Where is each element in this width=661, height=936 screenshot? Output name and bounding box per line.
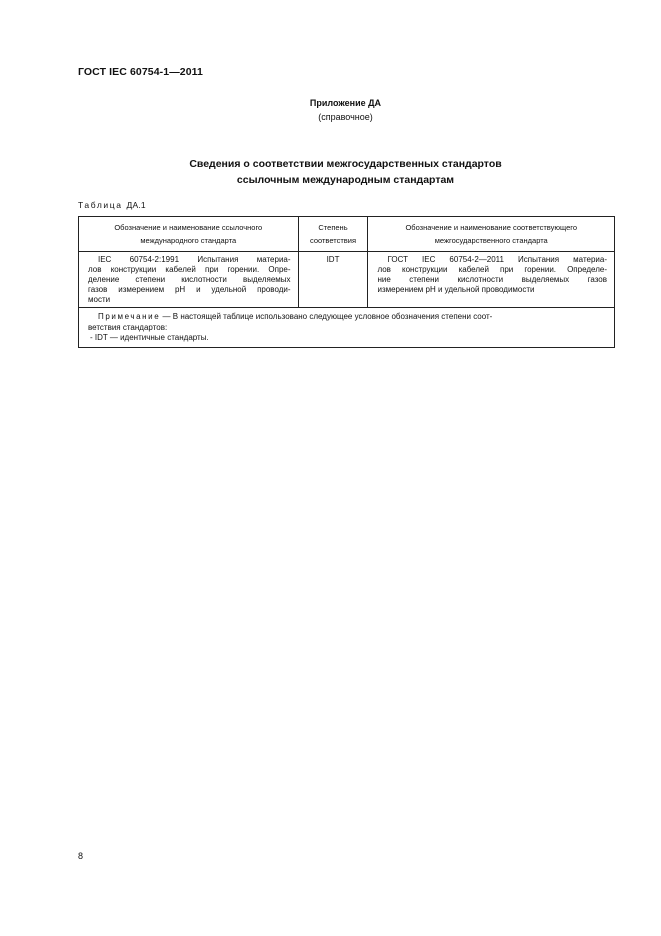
table-note xyxy=(79,308,615,348)
page-number: 8 xyxy=(78,851,84,861)
table-row xyxy=(79,252,615,308)
correspondence-table xyxy=(78,216,615,348)
cell-degree xyxy=(298,252,368,308)
appendix-title: Приложение ДА xyxy=(309,98,382,108)
cell-line: ГОСТ IEC 60754-2—2011 Испытания материа- xyxy=(387,255,607,264)
column-header-interstate xyxy=(368,217,615,252)
cell-line: IEC 60754-2:1991 Испытания материа- xyxy=(98,255,291,264)
cell-line: лов конструкции кабелей при горении. Определе- xyxy=(377,265,607,274)
section-heading xyxy=(0,156,661,188)
document-code: ГОСТ IEC 60754-1—2011 xyxy=(78,66,203,78)
column-header-degree-line-2: соответствия xyxy=(309,236,357,245)
cell-line: деление степени кислотности выделяемых xyxy=(88,275,291,284)
note-label: Примечание xyxy=(98,312,161,321)
cell-interstate-standard xyxy=(368,252,615,308)
note-text-3: - IDT — идентичные стандарты. xyxy=(90,333,209,342)
column-header-international-line-2: международного стандарта xyxy=(140,236,237,245)
degree-value: IDT xyxy=(326,255,340,264)
note-text-2: ветствия стандартов: xyxy=(88,322,168,332)
column-header-interstate-line-1: Обозначение и наименование соответствующего xyxy=(405,223,577,232)
note-text-1: — В настоящей таблице использовано следующее условное обозначения степени соот- xyxy=(160,312,493,321)
table-label xyxy=(78,200,146,210)
cell-line: ние степени кислотности выделяемых газов xyxy=(377,275,607,284)
table-header-row xyxy=(79,217,615,252)
column-header-degree-line-1: Степень xyxy=(318,223,348,232)
column-header-degree xyxy=(298,217,368,252)
section-heading-line-2: ссылочным международным стандартам xyxy=(236,174,455,186)
column-header-international xyxy=(79,217,299,252)
cell-international-standard xyxy=(79,252,299,308)
table-note-row xyxy=(79,308,615,348)
cell-line: измерением pH и удельной проводимости xyxy=(377,285,535,294)
cell-line: лов конструкции кабелей при горении. Опре- xyxy=(88,265,291,274)
table-label-number: ДА.1 xyxy=(126,200,146,210)
appendix-block xyxy=(0,96,661,124)
column-header-international-line-1: Обозначение и наименование ссылочного xyxy=(114,223,263,232)
cell-line: газов измерением pH и удельной проводи- xyxy=(88,285,291,294)
table-label-word: Таблица xyxy=(78,200,123,210)
column-header-interstate-line-2: межгосударственного стандарта xyxy=(434,236,548,245)
cell-line: мости xyxy=(88,295,111,304)
appendix-subtitle: (справочное) xyxy=(318,112,373,122)
section-heading-line-1: Сведения о соответствии межгосударственных стандартов xyxy=(189,158,502,170)
